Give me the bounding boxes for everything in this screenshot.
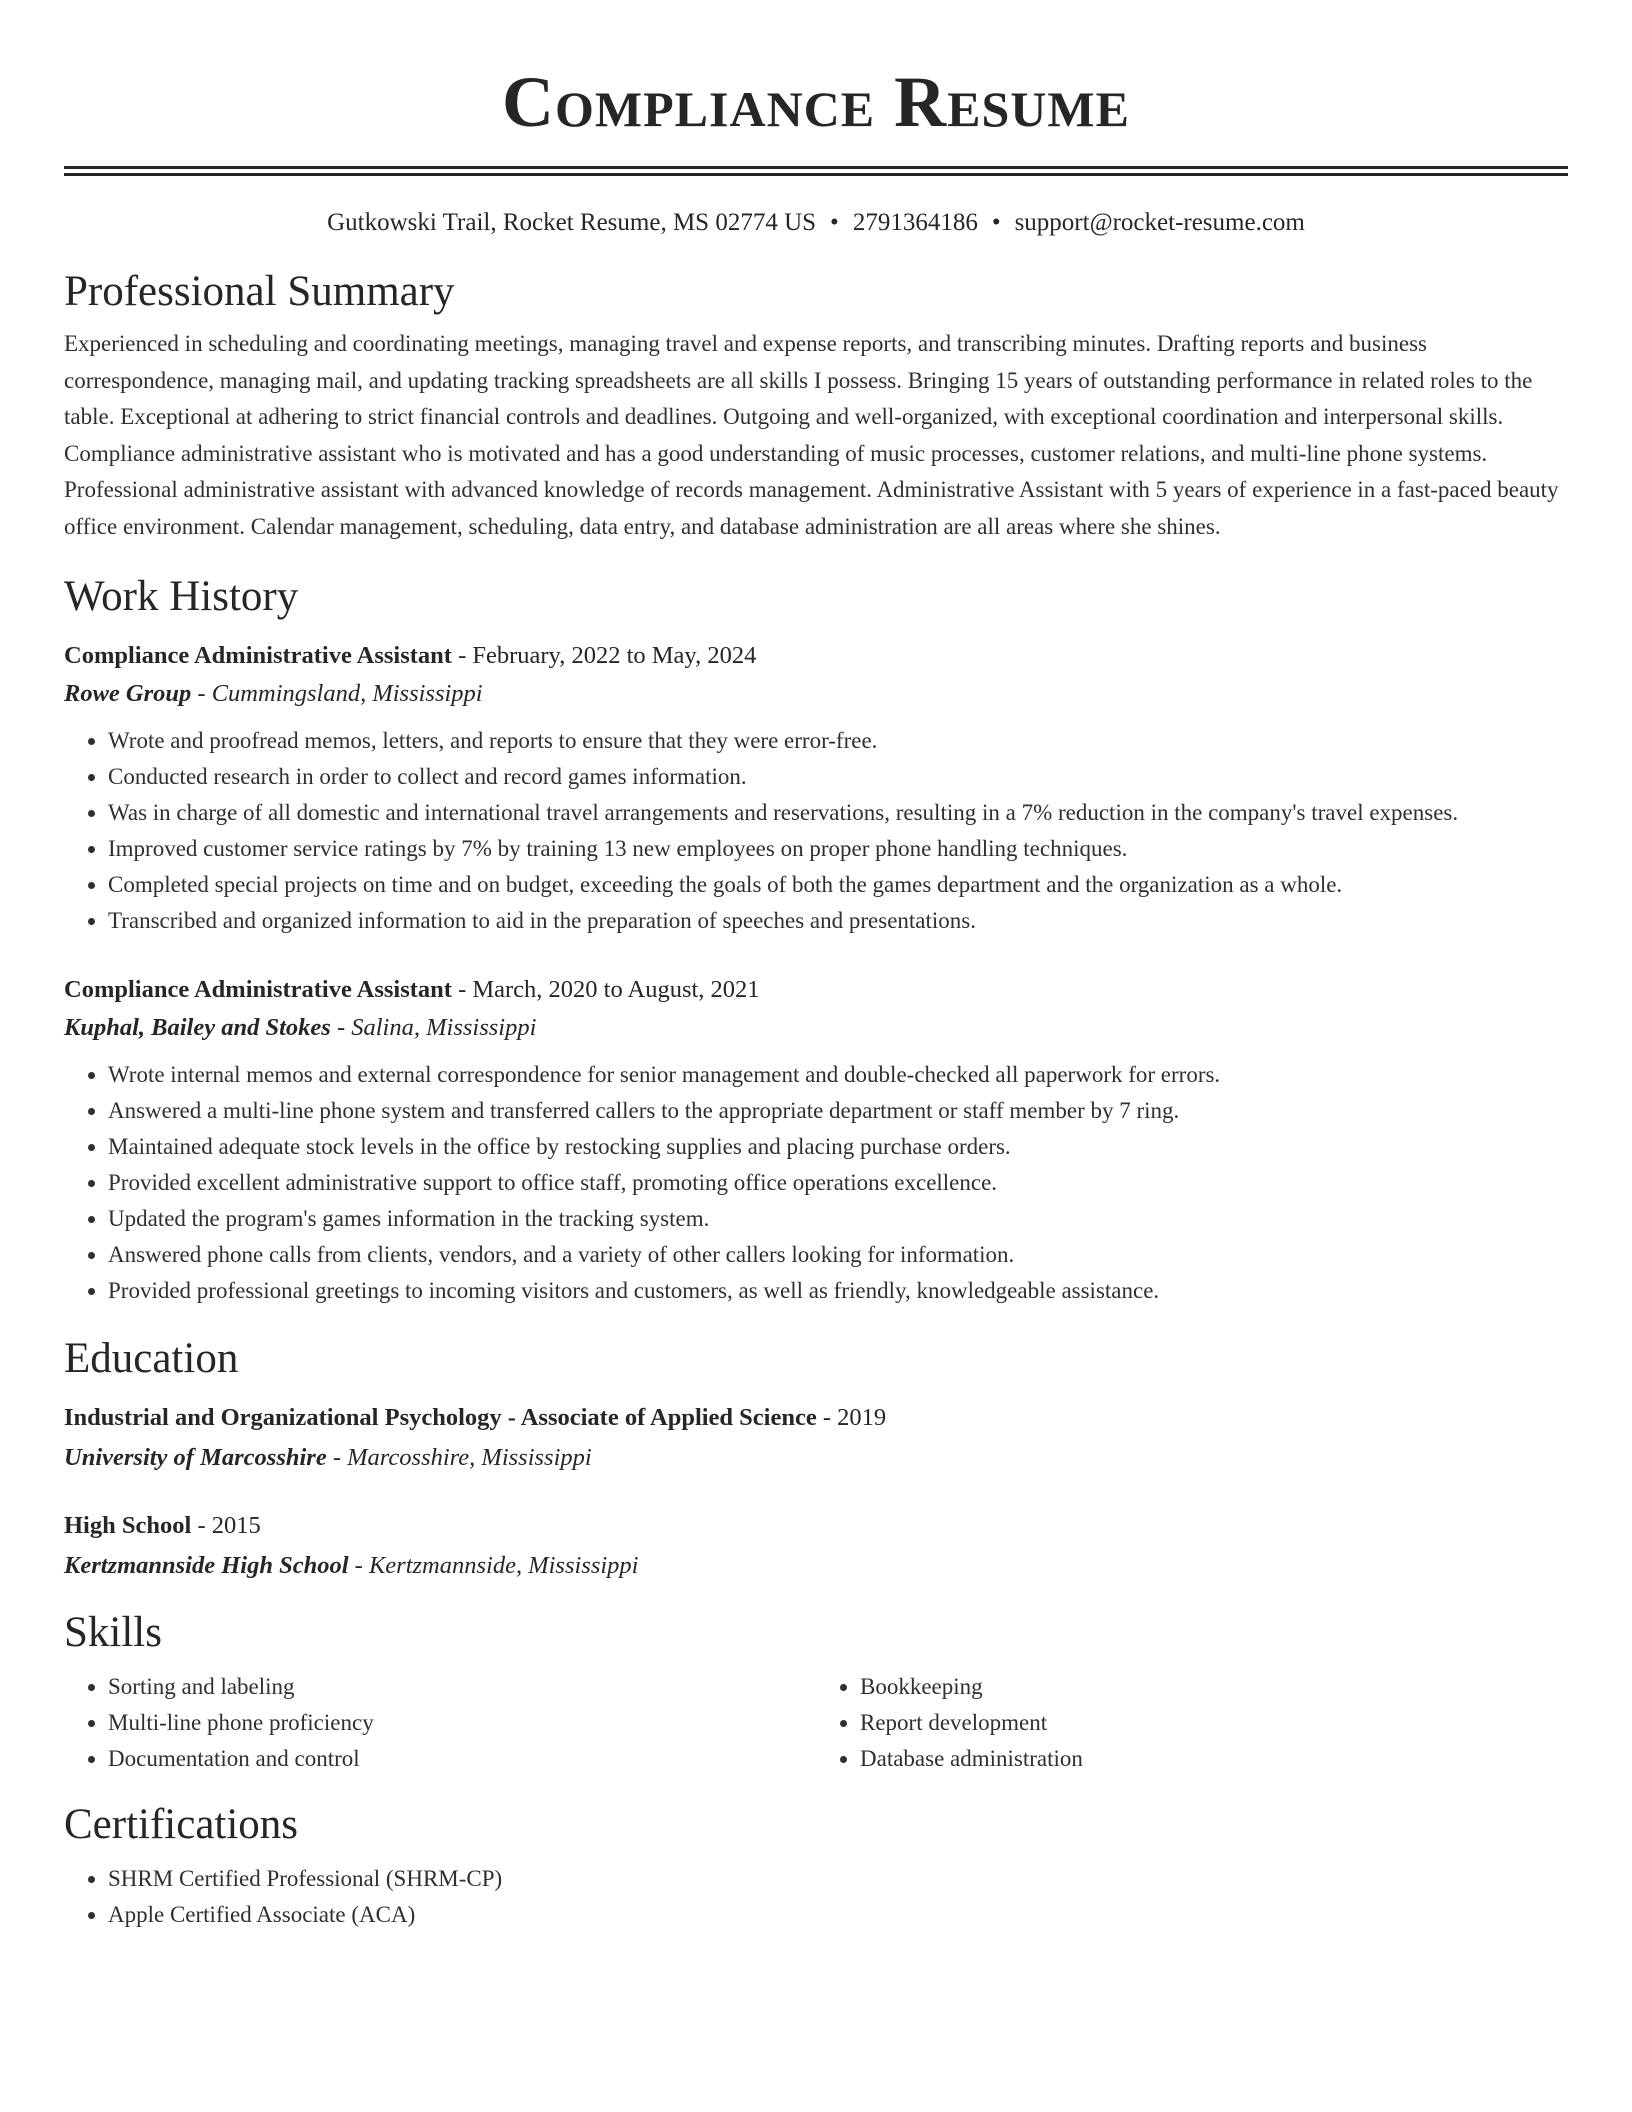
list-item: • Answered a multi-line phone system and transferred callers to the appropriate department or staff member by 7 ring. — [108, 1093, 1568, 1129]
list-item: • Improved customer service ratings by 7% by training 13 new employees on proper phone handling techniques. — [108, 831, 1568, 867]
list-item: • Maintained adequate stock levels in the office by restocking supplies and placing purchase orders. — [108, 1129, 1568, 1165]
job-company: Kuphal, Bailey and Stokes — [64, 1014, 331, 1041]
contact-separator: • — [991, 209, 1001, 236]
job-dates: March, 2020 to August, 2021 — [472, 976, 760, 1003]
graduation-year: 2019 — [837, 1404, 887, 1431]
list-item: • Documentation and control — [108, 1741, 816, 1777]
degree-line: High School - 2015 — [64, 1512, 261, 1539]
job-header: Compliance Administrative Assistant - February, 2022 to May, 2024 — [64, 642, 757, 669]
school-line: Kertzmannside High School - Kertzmannside, Mississippi — [64, 1552, 639, 1579]
education-heading: Education — [64, 1335, 239, 1382]
work-history-heading: Work History — [64, 573, 299, 620]
job-bullets — [64, 1057, 1568, 1309]
list-item: • Was in charge of all domestic and international travel arrangements and reservations, resulting in a 7% reduction in the company's travel expenses. — [108, 795, 1568, 831]
list-item: • Transcribed and organized information to aid in the preparation of speeches and presentations. — [108, 903, 1568, 939]
job-dates: February, 2022 to May, 2024 — [472, 642, 757, 669]
school-location: Kertzmannside, Mississippi — [368, 1552, 639, 1579]
job-title: Compliance Administrative Assistant — [64, 976, 452, 1003]
job-entry — [64, 637, 1568, 939]
list-item: • Updated the program's games information in the tracking system. — [108, 1201, 1568, 1237]
list-item: • Wrote internal memos and external correspondence for senior management and double-checked all paperwork for errors. — [108, 1057, 1568, 1093]
job-employer: Kuphal, Bailey and Stokes - Salina, Mississippi — [64, 1014, 537, 1041]
certifications-heading: Certifications — [64, 1801, 299, 1848]
list-item: • SHRM Certified Professional (SHRM-CP) — [108, 1861, 1568, 1897]
education-entry — [64, 1507, 1568, 1585]
list-item: • Provided professional greetings to incoming visitors and customers, as well as friendly, knowledgeable assistance. — [108, 1273, 1568, 1309]
skills-columns — [64, 1669, 1568, 1777]
graduation-year: 2015 — [211, 1512, 261, 1539]
school-line: University of Marcosshire - Marcosshire, Mississippi — [64, 1444, 592, 1471]
school-location: Marcosshire, Mississippi — [347, 1444, 592, 1471]
summary-heading: Professional Summary — [64, 268, 455, 315]
list-item: • Sorting and labeling — [108, 1669, 816, 1705]
job-company: Rowe Group — [64, 680, 192, 707]
school-name: University of Marcosshire — [64, 1444, 327, 1471]
contact-phone: 2791364186 — [852, 209, 978, 236]
degree: High School — [64, 1512, 192, 1539]
job-title: Compliance Administrative Assistant — [64, 642, 452, 669]
contact-address: Gutkowski Trail, Rocket Resume, MS 02774 US — [327, 209, 817, 236]
education-entry — [64, 1399, 1568, 1477]
list-item: • Completed special projects on time and on budget, exceeding the goals of both the games department and the organization as a whole. — [108, 867, 1568, 903]
list-item: • Apple Certified Associate (ACA) — [108, 1897, 1568, 1933]
title-divider — [64, 166, 1568, 176]
list-item: • Answered phone calls from clients, vendors, and a variety of other callers looking for information. — [108, 1237, 1568, 1273]
list-item: • Conducted research in order to collect and record games information. — [108, 759, 1568, 795]
skills-list-left — [64, 1669, 816, 1777]
degree: Industrial and Organizational Psychology - Associate of Applied Science — [64, 1404, 817, 1431]
job-employer: Rowe Group - Cummingsland, Mississippi — [64, 680, 483, 707]
summary-text: Experienced in scheduling and coordinating meetings, managing travel and expense reports, and transcribing minutes. Drafting reports and business correspondence, managing mail, and updating tracking spreadsheets are all skills I possess. Bringing 15 years of outstanding performance in related roles to the table. Exceptional at adhering to strict financial controls and deadlines. Outgoing and well-organized, with exceptional coordination and interpersonal skills. Compliance administrative assistant who is motivated and has a good understanding of music processes, customer relations, and multi-line phone systems. Professional administrative assistant with advanced knowledge of records management. Administrative Assistant with 5 years of experience in a fast-paced beauty office environment. Calendar management, scheduling, data entry, and database administration are all areas where she shines. — [64, 331, 1559, 539]
job-location: Salina, Mississippi — [351, 1014, 537, 1041]
contact-separator: • — [830, 209, 839, 236]
job-entry — [64, 971, 1568, 1309]
certifications-list — [64, 1861, 1568, 1933]
school-name: Kertzmannside High School — [64, 1552, 349, 1579]
page-title: Compliance Resume — [502, 62, 1130, 142]
job-header: Compliance Administrative Assistant - March, 2020 to August, 2021 — [64, 976, 760, 1003]
list-item: • Wrote and proofread memos, letters, and reports to ensure that they were error-free. — [108, 723, 1568, 759]
skills-heading: Skills — [64, 1609, 162, 1656]
list-item: • Multi-line phone proficiency — [108, 1705, 816, 1741]
job-location: Cummingsland, Mississippi — [211, 680, 483, 707]
contact-email: support@rocket-resume.com — [1014, 209, 1305, 236]
list-item: • Report development — [860, 1705, 1568, 1741]
job-bullets — [64, 723, 1568, 939]
degree-line: Industrial and Organizational Psychology - Associate of Applied Science - 2019 — [64, 1404, 887, 1431]
list-item: • Provided excellent administrative support to office staff, promoting office operations excellence. — [108, 1165, 1568, 1201]
list-item: • Bookkeeping — [860, 1669, 1568, 1705]
skills-list-right — [816, 1669, 1568, 1777]
contact-line — [64, 206, 1568, 240]
list-item: • Database administration — [860, 1741, 1568, 1777]
